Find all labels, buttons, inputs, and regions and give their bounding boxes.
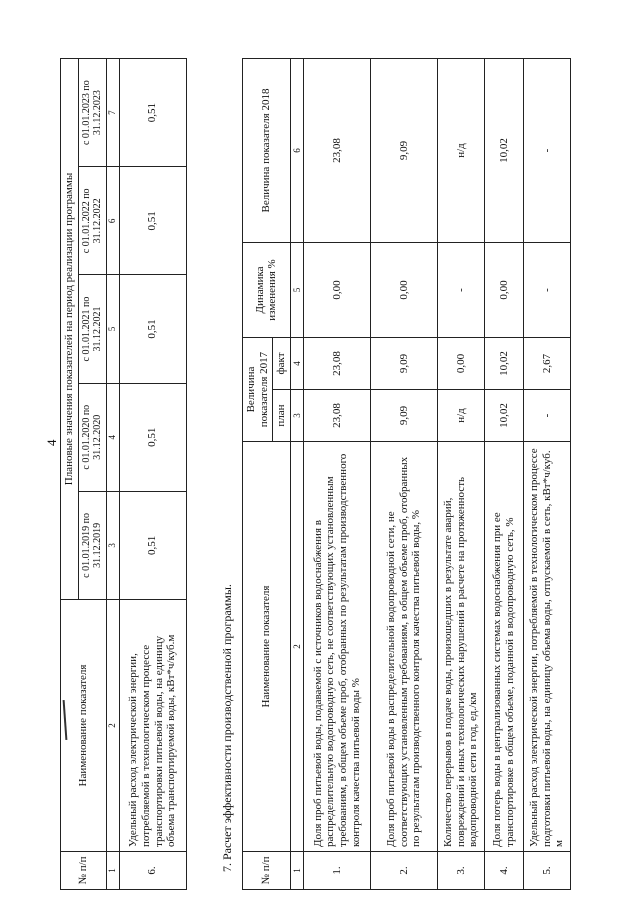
plan-cell: 9,09 (370, 390, 437, 442)
header-fact: факт (273, 338, 291, 390)
value-2018-cell: 9,09 (370, 59, 437, 243)
value-cell: 0,51 (119, 167, 186, 275)
plan-cell: н/д (437, 390, 484, 442)
value-2018-cell: н/д (437, 59, 484, 243)
dynamics-cell: 0,00 (484, 243, 523, 338)
fact-cell: 2,67 (523, 338, 570, 390)
row-name: Удельный расход электрической энергии, потребляемой в технологическом процессе транспортировки питьевой воды, на единицу объема транспортируемой воды, кВт*ч/куб.м (119, 600, 186, 852)
dynamics-cell: 0,00 (303, 243, 370, 338)
index-cell: 4 (290, 338, 303, 390)
index-cell: 4 (106, 383, 119, 491)
dynamics-cell: - (437, 243, 484, 338)
plan-cell: 23,08 (303, 390, 370, 442)
period-header: с 01.01.2021 по 31.12.2021 (78, 275, 106, 383)
fact-cell: 10,02 (484, 338, 523, 390)
row-num: 1. (303, 852, 370, 890)
header-num: № п/п (243, 852, 291, 890)
value-2018-cell: 23,08 (303, 59, 370, 243)
table-row (437, 59, 484, 890)
period-header: с 01.01.2020 по 31.12.2020 (78, 383, 106, 491)
index-cell: 1 (290, 852, 303, 890)
value-cell: 0,51 (119, 383, 186, 491)
row-num: 6. (119, 852, 186, 890)
page-number: 4 (44, 439, 59, 446)
header-dynamics: Динамика изменения % (243, 243, 291, 338)
period-header: с 01.01.2019 по 31.12.2019 (78, 491, 106, 599)
table-row (523, 59, 570, 890)
value-2018-cell: - (523, 59, 570, 243)
row-name: Количество перерывов в подаче воды, произошедших в результате аварий, повреждений и иных технологических нарушений в расчете на протяженность водопроводной сети в год, ед./км (437, 442, 484, 852)
row-name: Удельный расход электрической энергии, потребляемой в технологическом процессе подготовки питьевой воды, на единицу объема воды, отпускаемой в сеть, кВт*ч/куб. м (523, 442, 570, 852)
row-num: 2. (370, 852, 437, 890)
dynamics-cell: 0,00 (370, 243, 437, 338)
row-name: Доля потерь воды в централизованных системах водоснабжения при ее транспортировке в общем объеме, поданной в водопроводную сеть, % (484, 442, 523, 852)
table-row (303, 59, 370, 890)
index-cell: 6 (290, 59, 303, 243)
index-cell: 7 (106, 59, 119, 167)
fact-cell: 23,08 (303, 338, 370, 390)
planned-values-table (60, 58, 187, 890)
efficiency-table (242, 58, 571, 890)
row-num: 4. (484, 852, 523, 890)
header-2018: Величина показателя 2018 (243, 59, 291, 243)
plan-cell: 10,02 (484, 390, 523, 442)
index-cell: 3 (290, 390, 303, 442)
row-num: 3. (437, 852, 484, 890)
table-row (370, 59, 437, 890)
header-plan: план (273, 390, 291, 442)
value-cell: 0,51 (119, 275, 186, 383)
index-cell: 6 (106, 167, 119, 275)
row-num: 5. (523, 852, 570, 890)
header-plan: Плановые значения показателей на период реализации программы (61, 59, 79, 600)
row-name: Доля проб питьевой воды в распределительной водопроводной сети, не соответствующих установленным требованиям, в общем объеме проб, отобранных по результатам производственного контроля качества питьевой воды, % (370, 442, 437, 852)
index-cell: 3 (106, 491, 119, 599)
table-row (484, 59, 523, 890)
value-2018-cell: 10,02 (484, 59, 523, 243)
fact-cell: 0,00 (437, 338, 484, 390)
index-cell: 5 (106, 275, 119, 383)
row-name: Доля проб питьевой воды, подаваемой с источников водоснабжения в распределительную водопроводную сеть, не соответствующих установленным требованиям, в общем объеме проб, отобранных по результатам производственного контроля качества питьевой воды % (303, 442, 370, 852)
index-cell: 2 (290, 442, 303, 852)
period-header: с 01.01.2023 по 31.12.2023 (78, 59, 106, 167)
dynamics-cell: - (523, 243, 570, 338)
period-header: с 01.01.2022 по 31.12.2022 (78, 167, 106, 275)
table-row (119, 59, 186, 890)
rotated-page-content (60, 50, 585, 890)
header-2017: Величина показателя 2017 (243, 338, 273, 442)
index-cell: 5 (290, 243, 303, 338)
index-cell: 1 (106, 852, 119, 890)
section-caption: 7. Расчет эффективности производственной программы. (220, 584, 234, 872)
header-name: Наименование показателя (243, 442, 291, 852)
plan-cell: - (523, 390, 570, 442)
index-cell: 2 (106, 600, 119, 852)
value-cell: 0,51 (119, 59, 186, 167)
header-num: № п/п (61, 852, 107, 890)
fact-cell: 9,09 (370, 338, 437, 390)
header-name: Наименование показателя (61, 600, 107, 852)
value-cell: 0,51 (119, 491, 186, 599)
